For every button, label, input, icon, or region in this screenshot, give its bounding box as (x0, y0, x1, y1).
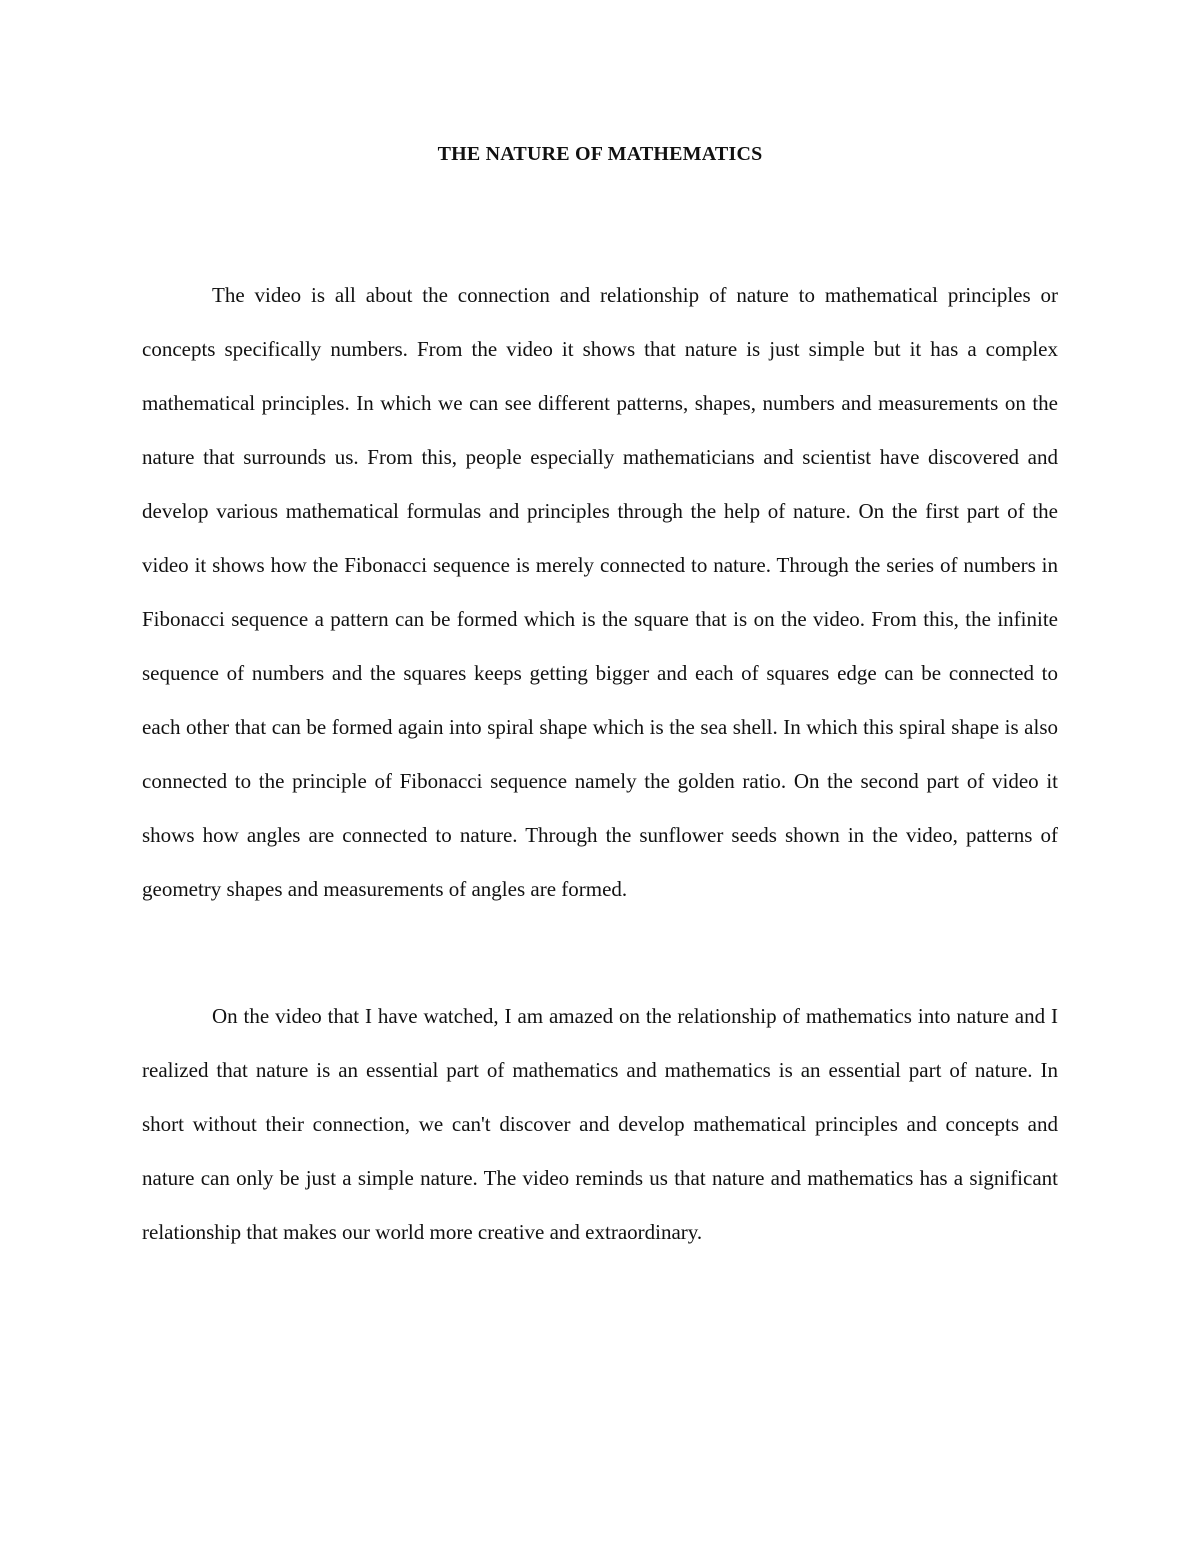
paragraph-1: The video is all about the connection and relationship of nature to mathematical principles or concepts specifically numbers. From the video it shows that nature is just simple but it has a complex mathematical principles. In which we can see different patterns, shapes, numbers and measurements on the nature that surrounds us. From this, people especially mathematicians and scientist have discovered and develop various mathematical formulas and principles through the help of nature. On the first part of the video it shows how the Fibonacci sequence is merely connected to nature. Through the series of numbers in Fibonacci sequence a pattern can be formed which is the square that is on the video. From this, the infinite sequence of numbers and the squares keeps getting bigger and each of squares edge can be connected to each other that can be formed again into spiral shape which is the sea shell. In which this spiral shape is also connected to the principle of Fibonacci sequence namely the golden ratio. On the second part of video it shows how angles are connected to nature. Through the sunflower seeds shown in the video, patterns of geometry shapes and measurements of angles are formed. (142, 283, 1058, 901)
document-title: THE NATURE OF MATHEMATICS (437, 143, 763, 165)
paragraph-2: On the video that I have watched, I am amazed on the relationship of mathematics into nature and I realized that nature is an essential part of mathematics and mathematics is an essential part of nature. In short without their connection, we can't discover and develop mathematical principles and concepts and nature can only be just a simple nature. The video reminds us that nature and mathematics has a significant relationship that makes our world more creative and extraordinary. (142, 1004, 1058, 1244)
